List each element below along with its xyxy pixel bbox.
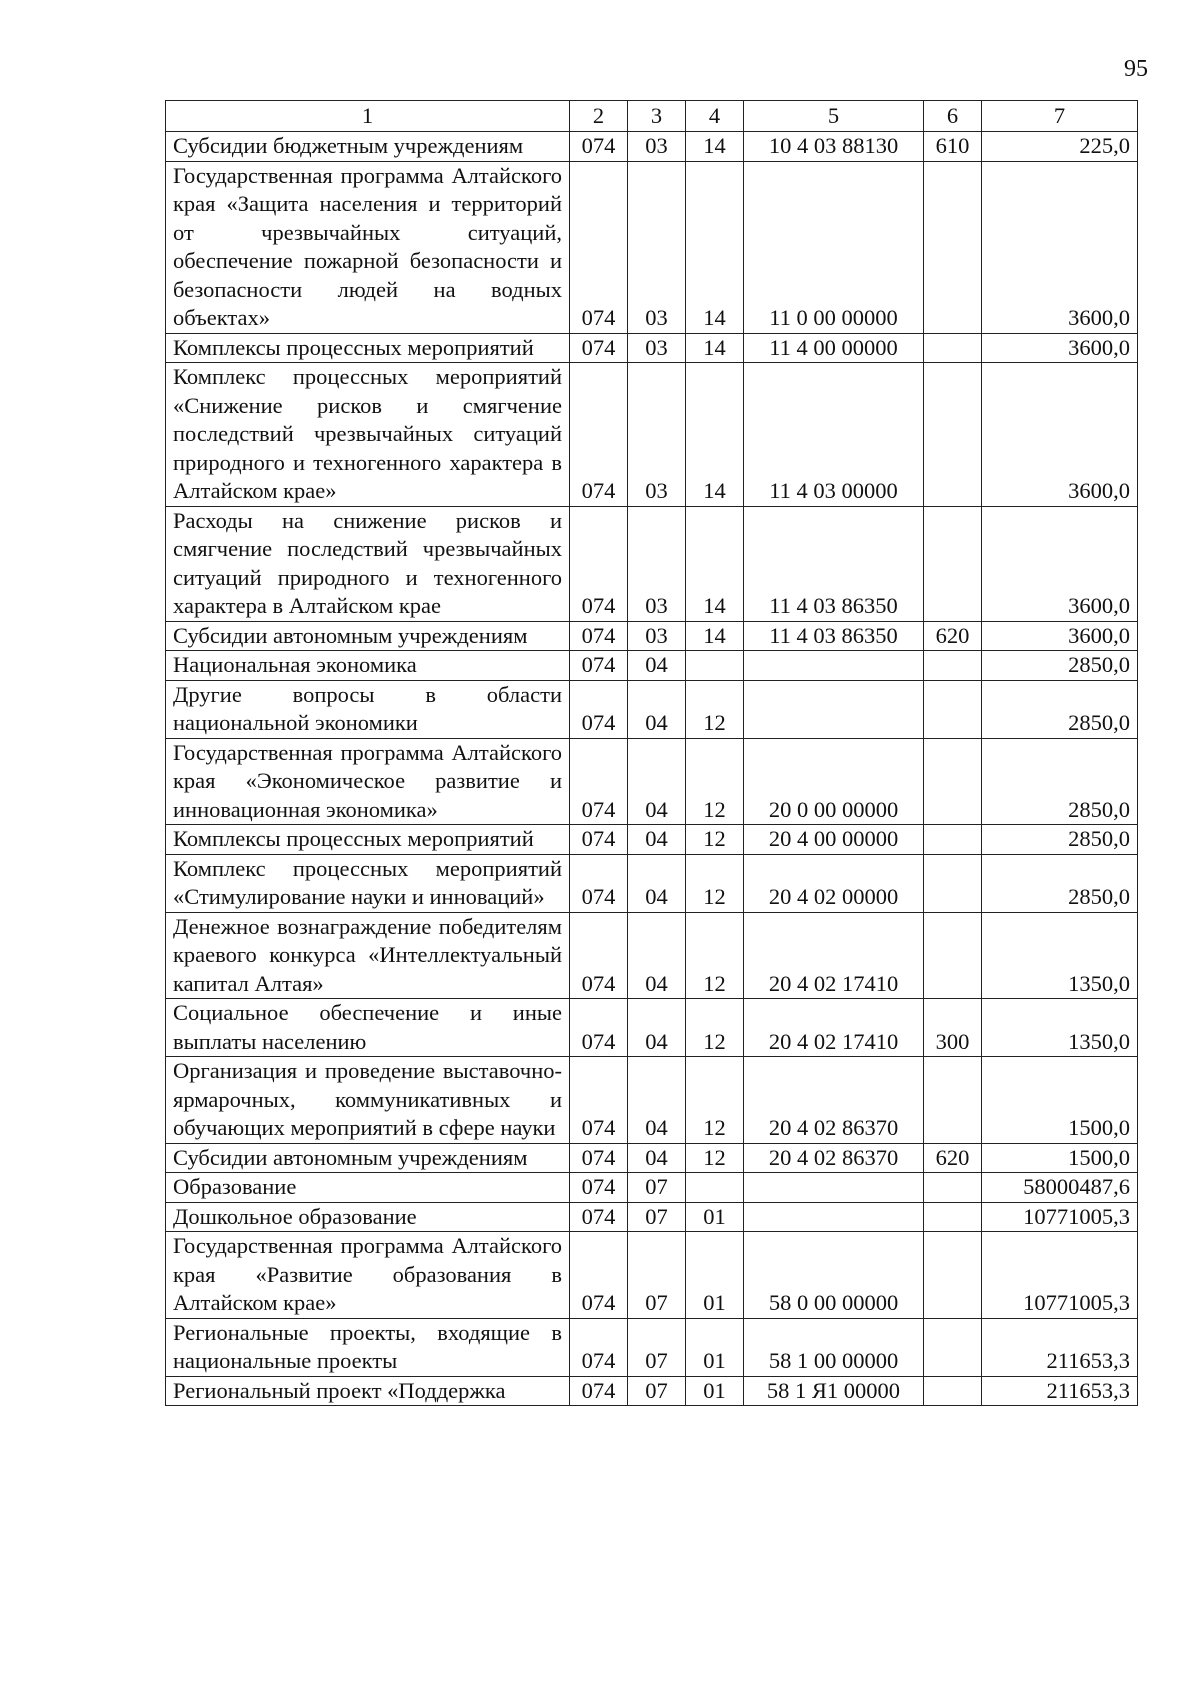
row-col-3: 04 (628, 1143, 686, 1173)
row-col-3: 04 (628, 999, 686, 1057)
table-row (166, 1232, 1138, 1319)
row-amount: 3600,0 (982, 161, 1138, 333)
row-col-4: 12 (686, 854, 744, 912)
table-row (166, 1376, 1138, 1406)
column-header-1: 1 (166, 101, 570, 132)
row-col-2: 074 (570, 738, 628, 825)
row-col-2: 074 (570, 333, 628, 363)
row-amount: 2850,0 (982, 651, 1138, 681)
row-col-6 (924, 506, 982, 621)
row-col-4: 01 (686, 1376, 744, 1406)
row-col-5 (744, 1173, 924, 1203)
row-amount: 211653,3 (982, 1318, 1138, 1376)
row-col-5: 11 4 03 86350 (744, 506, 924, 621)
row-name: Региональные проекты, входящие в национальные проекты (166, 1318, 570, 1376)
row-col-2: 074 (570, 1232, 628, 1319)
row-col-3: 03 (628, 333, 686, 363)
row-col-3: 04 (628, 854, 686, 912)
row-col-2: 074 (570, 999, 628, 1057)
row-col-6 (924, 1173, 982, 1203)
row-amount: 2850,0 (982, 854, 1138, 912)
row-name: Региональный проект «Поддержка (166, 1376, 570, 1406)
row-col-2: 074 (570, 1057, 628, 1144)
row-col-2: 074 (570, 1173, 628, 1203)
row-col-4: 12 (686, 999, 744, 1057)
table-row (166, 1202, 1138, 1232)
row-col-3: 04 (628, 680, 686, 738)
row-col-4: 12 (686, 825, 744, 855)
row-col-5 (744, 680, 924, 738)
row-col-5: 11 4 00 00000 (744, 333, 924, 363)
column-header-4: 4 (686, 101, 744, 132)
row-col-4: 12 (686, 1143, 744, 1173)
row-col-6: 300 (924, 999, 982, 1057)
row-col-3: 03 (628, 132, 686, 162)
row-col-2: 074 (570, 825, 628, 855)
table-row (166, 621, 1138, 651)
row-col-5: 58 1 Я1 00000 (744, 1376, 924, 1406)
row-amount: 10771005,3 (982, 1232, 1138, 1319)
row-col-4: 14 (686, 132, 744, 162)
row-col-6 (924, 651, 982, 681)
table-row (166, 363, 1138, 507)
column-header-2: 2 (570, 101, 628, 132)
table-row (166, 912, 1138, 999)
row-amount: 1350,0 (982, 912, 1138, 999)
row-col-3: 03 (628, 161, 686, 333)
row-name: Государственная программа Алтайского края «Развитие образования в Алтайском крае» (166, 1232, 570, 1319)
table-header-row (166, 101, 1138, 132)
row-col-3: 04 (628, 912, 686, 999)
row-name: Образование (166, 1173, 570, 1203)
row-col-4: 14 (686, 621, 744, 651)
row-col-5: 11 0 00 00000 (744, 161, 924, 333)
row-col-6: 610 (924, 132, 982, 162)
row-col-5: 58 0 00 00000 (744, 1232, 924, 1319)
row-amount: 1500,0 (982, 1057, 1138, 1144)
row-amount: 225,0 (982, 132, 1138, 162)
row-name: Социальное обеспечение и иные выплаты населению (166, 999, 570, 1057)
row-col-2: 074 (570, 506, 628, 621)
row-col-2: 074 (570, 132, 628, 162)
row-amount: 1350,0 (982, 999, 1138, 1057)
table-row (166, 680, 1138, 738)
row-col-3: 07 (628, 1232, 686, 1319)
row-col-5 (744, 651, 924, 681)
row-name: Национальная экономика (166, 651, 570, 681)
row-name: Организация и проведение выставочно-ярмарочных, коммуникативных и обучающих мероприятий в сфере науки (166, 1057, 570, 1144)
table-row (166, 132, 1138, 162)
row-amount: 3600,0 (982, 333, 1138, 363)
row-col-4: 14 (686, 161, 744, 333)
row-name: Комплексы процессных мероприятий (166, 825, 570, 855)
table-row (166, 854, 1138, 912)
row-col-3: 04 (628, 738, 686, 825)
row-col-6 (924, 1232, 982, 1319)
table-row (166, 651, 1138, 681)
row-col-4: 01 (686, 1232, 744, 1319)
table-row (166, 825, 1138, 855)
row-col-5: 20 4 02 17410 (744, 999, 924, 1057)
column-header-6: 6 (924, 101, 982, 132)
row-col-3: 04 (628, 1057, 686, 1144)
row-col-4: 12 (686, 680, 744, 738)
row-name: Другие вопросы в области национальной экономики (166, 680, 570, 738)
row-col-5: 20 0 00 00000 (744, 738, 924, 825)
row-col-6 (924, 912, 982, 999)
row-col-6 (924, 825, 982, 855)
row-col-6 (924, 1202, 982, 1232)
row-amount: 211653,3 (982, 1376, 1138, 1406)
row-col-4: 14 (686, 333, 744, 363)
row-col-4: 14 (686, 506, 744, 621)
row-col-5: 10 4 03 88130 (744, 132, 924, 162)
table-row (166, 161, 1138, 333)
row-col-4: 12 (686, 738, 744, 825)
row-name: Дошкольное образование (166, 1202, 570, 1232)
table-row (166, 738, 1138, 825)
row-col-2: 074 (570, 161, 628, 333)
row-name: Комплекс процессных мероприятий «Снижение рисков и смягчение последствий чрезвычайных ситуаций природного и техногенного характера в Алтайском крае» (166, 363, 570, 507)
table-row (166, 999, 1138, 1057)
row-col-6 (924, 1057, 982, 1144)
row-col-2: 074 (570, 1318, 628, 1376)
row-name: Расходы на снижение рисков и смягчение последствий чрезвычайных ситуаций природного и техногенного характера в Алтайском крае (166, 506, 570, 621)
row-col-4: 01 (686, 1202, 744, 1232)
row-col-3: 07 (628, 1318, 686, 1376)
table-row (166, 506, 1138, 621)
row-amount: 2850,0 (982, 680, 1138, 738)
row-col-6 (924, 333, 982, 363)
table-body (166, 132, 1138, 1406)
row-name: Субсидии бюджетным учреждениям (166, 132, 570, 162)
row-col-5: 11 4 03 86350 (744, 621, 924, 651)
row-col-4: 12 (686, 912, 744, 999)
row-col-2: 074 (570, 912, 628, 999)
row-col-4: 01 (686, 1318, 744, 1376)
row-col-5: 20 4 00 00000 (744, 825, 924, 855)
row-col-5: 20 4 02 00000 (744, 854, 924, 912)
row-col-3: 07 (628, 1202, 686, 1232)
row-amount: 58000487,6 (982, 1173, 1138, 1203)
row-col-6 (924, 161, 982, 333)
row-col-6 (924, 1318, 982, 1376)
row-amount: 10771005,3 (982, 1202, 1138, 1232)
row-col-4: 12 (686, 1057, 744, 1144)
page-number: 95 (1124, 56, 1148, 82)
row-amount: 1500,0 (982, 1143, 1138, 1173)
row-name: Государственная программа Алтайского края «Защита населения и территорий от чрезвычайных ситуаций, обеспечение пожарной безопасности и безопасности людей на водных объектах» (166, 161, 570, 333)
row-name: Денежное вознаграждение победителям краевого конкурса «Интеллектуальный капитал Алтая» (166, 912, 570, 999)
row-col-6 (924, 680, 982, 738)
row-col-2: 074 (570, 1202, 628, 1232)
row-col-2: 074 (570, 363, 628, 507)
row-col-3: 03 (628, 506, 686, 621)
row-col-2: 074 (570, 651, 628, 681)
table-row (166, 1057, 1138, 1144)
row-col-6 (924, 854, 982, 912)
row-col-2: 074 (570, 1376, 628, 1406)
row-amount: 2850,0 (982, 738, 1138, 825)
row-col-3: 03 (628, 621, 686, 651)
column-header-7: 7 (982, 101, 1138, 132)
row-name: Комплекс процессных мероприятий «Стимулирование науки и инноваций» (166, 854, 570, 912)
row-col-2: 074 (570, 1143, 628, 1173)
row-amount: 3600,0 (982, 363, 1138, 507)
table-row (166, 1143, 1138, 1173)
row-col-5: 20 4 02 86370 (744, 1057, 924, 1144)
column-header-3: 3 (628, 101, 686, 132)
budget-table (165, 100, 1138, 1406)
row-col-3: 04 (628, 651, 686, 681)
row-col-6 (924, 1376, 982, 1406)
table-row (166, 333, 1138, 363)
row-col-3: 04 (628, 825, 686, 855)
row-col-5: 20 4 02 17410 (744, 912, 924, 999)
row-amount: 3600,0 (982, 506, 1138, 621)
table-row (166, 1173, 1138, 1203)
row-name: Субсидии автономным учреждениям (166, 1143, 570, 1173)
row-col-5 (744, 1202, 924, 1232)
row-col-5: 20 4 02 86370 (744, 1143, 924, 1173)
row-col-6 (924, 738, 982, 825)
row-col-2: 074 (570, 680, 628, 738)
row-col-5: 11 4 03 00000 (744, 363, 924, 507)
row-name: Субсидии автономным учреждениям (166, 621, 570, 651)
row-col-2: 074 (570, 621, 628, 651)
row-col-2: 074 (570, 854, 628, 912)
row-col-3: 03 (628, 363, 686, 507)
row-col-3: 07 (628, 1173, 686, 1203)
row-col-5: 58 1 00 00000 (744, 1318, 924, 1376)
row-col-4 (686, 1173, 744, 1203)
row-name: Государственная программа Алтайского края «Экономическое развитие и инновационная экономика» (166, 738, 570, 825)
row-col-3: 07 (628, 1376, 686, 1406)
row-amount: 3600,0 (982, 621, 1138, 651)
table-row (166, 1318, 1138, 1376)
row-col-6 (924, 363, 982, 507)
row-col-6: 620 (924, 621, 982, 651)
row-col-4: 14 (686, 363, 744, 507)
row-col-6: 620 (924, 1143, 982, 1173)
row-name: Комплексы процессных мероприятий (166, 333, 570, 363)
column-header-5: 5 (744, 101, 924, 132)
row-col-4 (686, 651, 744, 681)
row-amount: 2850,0 (982, 825, 1138, 855)
